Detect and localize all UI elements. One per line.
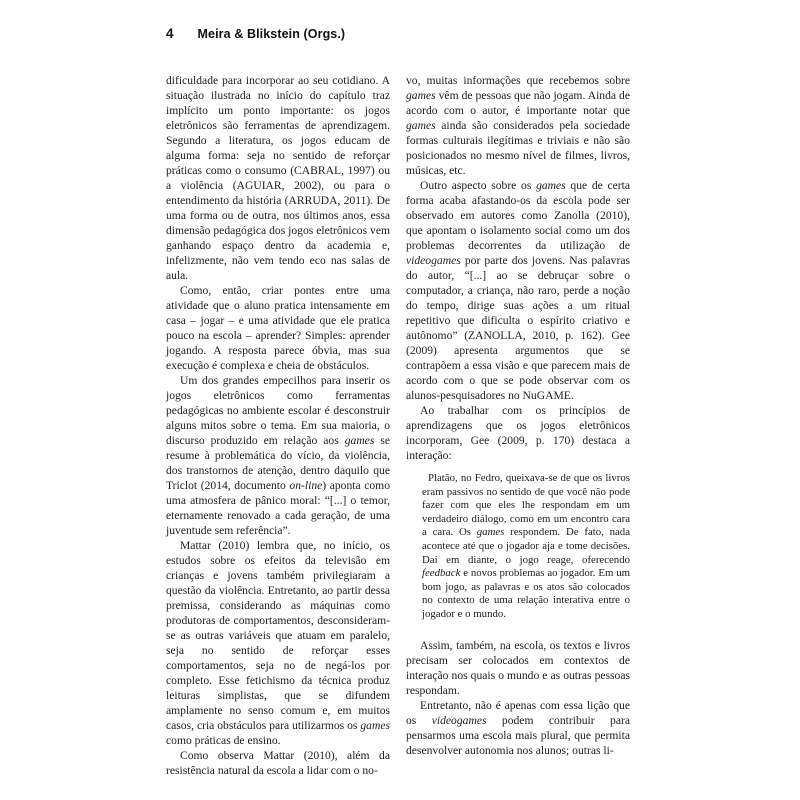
paragraph: Assim, também, na escola, os textos e livros precisam ser colocados em contextos de interação nos quais o mundo e as outras pessoas respondam. — [406, 638, 630, 697]
page-number: 4 — [166, 26, 174, 41]
paragraph: Como, então, criar pontes entre uma atividade que o aluno pratica intensamente em casa – jogar – e uma atividade que ele pratica pouco na escola – aprender? Simples: aprender jogando. A resposta parece óbvia, mas sua execução é complexa e cheia de obstáculos. — [166, 284, 390, 372]
paragraph: vo, muitas informações que recebemos sobre games vêm de pessoas que não jogam. Ainda de acordo com o autor, é importante notar que games ainda são considerados pela sociedade formas culturais ilegítimas e triviais e não são posicionados no mesmo nível de filmes, livros, músicas, etc. — [406, 74, 630, 177]
paragraph: Entretanto, não é apenas com essa lição que os videogames podem contribuir para pensarmos uma escola mais plural, que permita desenvolver autonomia nos alunos; outras li- — [406, 698, 630, 757]
running-title: Meira & Blikstein (Orgs.) — [197, 27, 346, 41]
paragraph: Ao trabalhar com os princípios de aprendizagens que os jogos eletrônicos incorporam, Gee (2009, p. 170) destaca a interação: — [406, 404, 630, 462]
right-column — [406, 73, 630, 778]
paragraph: Um dos grandes empecilhos para inserir os jogos eletrônicos como ferramentas pedagógicas no ambiente escolar é desconstruir alguns mitos sobre o tema. Em sua maioria, o discurso produzido em relação aos games se resume à problemática do vício, da violência, dos transtornos de atenção, dentro daquilo que Triclot (2014, documento on-line) aponta como uma atmosfera de pânico moral: “[...] o temor, eternamente renovado a cada geração, de uma juventude sem referência”. — [166, 374, 390, 537]
left-column — [166, 73, 390, 778]
page-header — [166, 26, 345, 41]
paragraph: dificuldade para incorporar ao seu cotidiano. A situação ilustrada no início do capítulo traz implícito um ponto importante: os jogos eletrônicos são ferramentas de aprendizagem. Segundo a literatura, os jogos educam de alguma forma: seja no sentido de reforçar práticas como o consumo (CABRAL, 1997) ou a violência (AGUIAR, 2002), ou para o entendimento da história (ARRUDA, 2011). De uma forma ou de outra, nos últimos anos, essa dimensão pedagógica dos jogos eletrônicos vem ganhando espaço dentro da academia e, infelizmente, não vem tendo eco nas salas de aula. — [166, 74, 390, 282]
paragraph: Outro aspecto sobre os games que de certa forma acaba afastando-os da escola pode ser observado em autores como Zanolla (2010), que apontam o isolamento social como um dos problemas decorrentes da utilização de videogames por parte dos jovens. Nas palavras do autor, “[...] ao se debruçar sobre o computador, a criança, não raro, perde a noção do tempo, dirige suas ações a um ritual repetitivo que dificulta o espírito criativo e autônomo” (ZANOLLA, 2010, p. 162). Gee (2009) apresenta argumentos que se contrapõem a essa visão e que parecem mais de acordo com o que se pode observar com os alunos-pesquisadores no NuGAME. — [406, 179, 631, 402]
blockquote: Platão, no Fedro, queixava-se de que os livros eram passivos no sentido de que você não pode fazer com que eles lhe respondam em um verdadeiro diálogo, como em um encontro cara a cara. Os games respondem. De fato, nada acontece até que o jogador aja e tome decisões. Daí em diante, o jogo reage, oferecendo feedback e novos problemas ao jogador. Em um bom jogo, as palavras e os atos são colocados no contexto de uma relação interativa entre o jogador e o mundo. — [422, 472, 630, 620]
paragraph: Como observa Mattar (2010), além da resistência natural da escola a lidar com o no- — [166, 749, 390, 777]
text-columns — [166, 73, 630, 778]
paragraph: Mattar (2010) lembra que, no início, os estudos sobre os efeitos da televisão em crianças e jovens também privilegiaram a questão da violência. Entretanto, ao partir dessa premissa, considerando as máquinas como produtoras de comportamentos, desconsideram-se as outras variáveis que atuam em paralelo, seja no sentido de reforçar esses comportamentos, seja no de negá-los por completo. Esse fetichismo da técnica produz leituras simplistas, que se difundem amplamente no senso comum e, em muitos casos, cria obstáculos para utilizarmos os games como práticas de ensino. — [166, 539, 390, 747]
